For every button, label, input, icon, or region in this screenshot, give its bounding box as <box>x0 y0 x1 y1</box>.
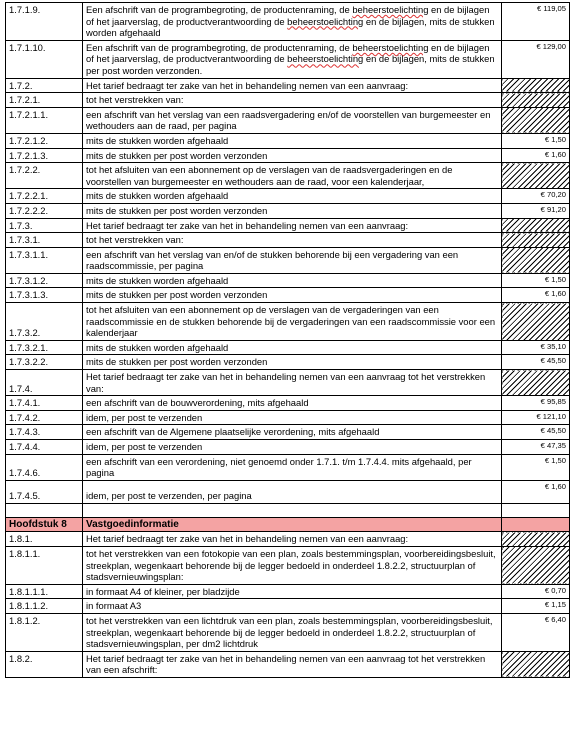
item-code: 1.8.1.2. <box>6 613 83 651</box>
item-code: 1.7.3.1.2. <box>6 273 83 288</box>
table-row <box>6 410 570 425</box>
table-row <box>6 148 570 163</box>
item-amount: € 1,50 <box>502 454 570 480</box>
item-description: in formaat A4 of kleiner, per bladzijde <box>83 584 502 599</box>
item-code: 1.7.2.2.1. <box>6 189 83 204</box>
table-row <box>6 440 570 455</box>
item-description: tot het verstrekken van een fotokopie van een plan, zoals bestemmingsplan, voorbereidingsbesluit, streekplan, wegenkaart behorende bij de legger bedoeld in onderdeel 1.8.2.2, structuurplan of stadsvernieuwingsplan: <box>83 546 502 584</box>
hatched-cell <box>502 546 570 584</box>
item-code: 1.7.4.2. <box>6 410 83 425</box>
item-description: tot het afsluiten van een abonnement op de verslagen van de vergaderingen van een raadscommissie en de stukken behorende bij de vergaderingen van een raadscommissie voor een kalenderjaar <box>83 303 502 341</box>
item-amount: € 45,50 <box>502 355 570 370</box>
hatched-cell <box>502 303 570 341</box>
item-code: 1.7.3.1.3. <box>6 288 83 303</box>
item-code: 1.8.1. <box>6 532 83 547</box>
item-description: Het tarief bedraagt ter zake van het in behandeling nemen van een aanvraag: <box>83 218 502 233</box>
item-code: 1.7.3.2.2. <box>6 355 83 370</box>
item-amount: € 91,20 <box>502 203 570 218</box>
hatched-cell <box>502 233 570 248</box>
item-description: Een afschrift van de programbegroting, de productenraming, de beheerstoelichting en de bijlagen of het jaarverslag, de productverantwoording de beheerstoelichting en de bijlagen, mits de stukken per post worden verzonden. <box>83 40 502 78</box>
hatched-cell <box>502 218 570 233</box>
item-amount: € 1,60 <box>502 480 570 503</box>
item-description: een afschrift van de bouwverordening, mits afgehaald <box>83 396 502 411</box>
item-code: 1.8.1.1.2. <box>6 599 83 614</box>
table-row <box>6 3 570 41</box>
table-row <box>6 40 570 78</box>
table-row <box>6 546 570 584</box>
hatched-cell <box>502 532 570 547</box>
item-amount: € 0,70 <box>502 584 570 599</box>
table-row <box>6 532 570 547</box>
table-row <box>6 613 570 651</box>
hatched-cell <box>502 651 570 677</box>
item-description: tot het verstrekken van: <box>83 93 502 108</box>
table-row <box>6 584 570 599</box>
item-description: idem, per post te verzenden, per pagina <box>83 480 502 503</box>
item-description: Het tarief bedraagt ter zake van het in behandeling nemen van een aanvraag tot het verstrekken van een afschrift: <box>83 651 502 677</box>
item-description: mits de stukken worden afgehaald <box>83 189 502 204</box>
table-row <box>6 454 570 480</box>
item-code: 1.7.2.1.2. <box>6 133 83 148</box>
item-code: 1.7.2.1.3. <box>6 148 83 163</box>
item-amount: € 47,35 <box>502 440 570 455</box>
table-row <box>6 93 570 108</box>
item-amount: € 1,60 <box>502 288 570 303</box>
hatched-cell <box>502 78 570 93</box>
table-row <box>6 480 570 503</box>
empty-cell <box>83 503 502 517</box>
item-code: 1.7.3.1.1. <box>6 247 83 273</box>
item-description: idem, per post te verzenden <box>83 440 502 455</box>
item-code: 1.7.3. <box>6 218 83 233</box>
item-description: tot het verstrekken van een lichtdruk van een plan, zoals bestemmingsplan, voorbereidingsbesluit, streekplan, wegenkaart behorende bij de legger bedoeld in onderdeel 1.8.2.2, structuurplan of stadsvernieuwingsplan, per dm2 lichtdruk <box>83 613 502 651</box>
item-code: 1.7.2.1. <box>6 93 83 108</box>
item-description: mits de stukken per post worden verzonden <box>83 148 502 163</box>
empty-cell <box>502 503 570 517</box>
hatched-cell <box>502 163 570 189</box>
item-description: in formaat A3 <box>83 599 502 614</box>
table-row <box>6 425 570 440</box>
item-code: 1.7.2.2. <box>6 163 83 189</box>
table-row <box>6 189 570 204</box>
spacer-row <box>6 503 570 517</box>
table-row <box>6 218 570 233</box>
hatched-cell <box>502 247 570 273</box>
hatched-cell <box>502 370 570 396</box>
table-row <box>6 303 570 341</box>
table-row <box>6 599 570 614</box>
item-code: 1.7.2.1.1. <box>6 107 83 133</box>
table-row <box>6 133 570 148</box>
item-code: 1.7.1.9. <box>6 3 83 41</box>
item-amount: € 119,05 <box>502 3 570 41</box>
hatched-cell <box>502 93 570 108</box>
table-row <box>6 163 570 189</box>
table-row <box>6 355 570 370</box>
item-code: 1.7.4.5. <box>6 480 83 503</box>
item-code: 1.7.2. <box>6 78 83 93</box>
item-code: 1.7.3.1. <box>6 233 83 248</box>
item-code: 1.7.3.2.1. <box>6 340 83 355</box>
item-description: een afschrift van de Algemene plaatselijke verordening, mits afgehaald <box>83 425 502 440</box>
item-amount: € 1,50 <box>502 273 570 288</box>
item-code: 1.7.4.1. <box>6 396 83 411</box>
item-code: 1.7.4. <box>6 370 83 396</box>
table-row <box>6 651 570 677</box>
item-description: mits de stukken worden afgehaald <box>83 340 502 355</box>
item-description: een afschrift van een verordening, niet genoemd onder 1.7.1. t/m 1.7.4.4. mits afgehaald, per pagina <box>83 454 502 480</box>
item-code: 1.7.2.2.2. <box>6 203 83 218</box>
table-row <box>6 288 570 303</box>
item-description: mits de stukken per post worden verzonden <box>83 203 502 218</box>
tariff-table <box>5 2 570 678</box>
item-description: tot het verstrekken van: <box>83 233 502 248</box>
table-row <box>6 78 570 93</box>
item-amount: € 121,10 <box>502 410 570 425</box>
item-description: Een afschrift van de programbegroting, de productenraming, de beheerstoelichting en de bijlagen of het jaarverslag, de productverantwoording de beheerstoelichting en de bijlagen, mits de stukken worden afgehaald <box>83 3 502 41</box>
item-amount: € 6,40 <box>502 613 570 651</box>
table-row <box>6 273 570 288</box>
item-description: mits de stukken worden afgehaald <box>83 273 502 288</box>
item-code: 1.7.1.10. <box>6 40 83 78</box>
item-description: mits de stukken per post worden verzonden <box>83 288 502 303</box>
chapter-label: Hoofdstuk 8 <box>6 517 83 532</box>
table-row <box>6 247 570 273</box>
item-code: 1.8.1.1. <box>6 546 83 584</box>
item-description: Het tarief bedraagt ter zake van het in behandeling nemen van een aanvraag: <box>83 532 502 547</box>
item-amount: € 95,85 <box>502 396 570 411</box>
item-description: mits de stukken worden afgehaald <box>83 133 502 148</box>
item-code: 1.7.4.6. <box>6 454 83 480</box>
item-code: 1.8.1.1.1. <box>6 584 83 599</box>
chapter-title: Vastgoedinformatie <box>83 517 502 532</box>
item-amount: € 1,50 <box>502 133 570 148</box>
hatched-cell <box>502 107 570 133</box>
table-row <box>6 203 570 218</box>
item-description: een afschrift van het verslag van en/of de stukken behorende bij een vergadering van een raadscommissie, per pagina <box>83 247 502 273</box>
table-row <box>6 340 570 355</box>
item-amount: € 129,00 <box>502 40 570 78</box>
item-amount: € 35,10 <box>502 340 570 355</box>
empty-cell <box>502 517 570 532</box>
table-row <box>6 370 570 396</box>
table-row <box>6 107 570 133</box>
item-description: idem, per post te verzenden <box>83 410 502 425</box>
item-description: Het tarief bedraagt ter zake van het in behandeling nemen van een aanvraag tot het verstrekken van: <box>83 370 502 396</box>
item-code: 1.7.3.2. <box>6 303 83 341</box>
table-row <box>6 233 570 248</box>
item-code: 1.7.4.3. <box>6 425 83 440</box>
chapter-header-row <box>6 517 570 532</box>
item-description: Het tarief bedraagt ter zake van het in behandeling nemen van een aanvraag: <box>83 78 502 93</box>
item-description: een afschrift van het verslag van een raadsvergadering en/of de voorstellen van burgemeester en wethouders aan de raad, per pagina <box>83 107 502 133</box>
item-description: mits de stukken per post worden verzonden <box>83 355 502 370</box>
item-amount: € 45,50 <box>502 425 570 440</box>
item-code: 1.8.2. <box>6 651 83 677</box>
table-row <box>6 396 570 411</box>
item-code: 1.7.4.4. <box>6 440 83 455</box>
item-amount: € 1,15 <box>502 599 570 614</box>
empty-cell <box>6 503 83 517</box>
item-amount: € 1,60 <box>502 148 570 163</box>
item-amount: € 70,20 <box>502 189 570 204</box>
item-description: tot het afsluiten van een abonnement op de verslagen van de raadsvergaderingen en de voorstellen van burgemeester en wethouders aan de raad, voor een kalenderjaar, <box>83 163 502 189</box>
